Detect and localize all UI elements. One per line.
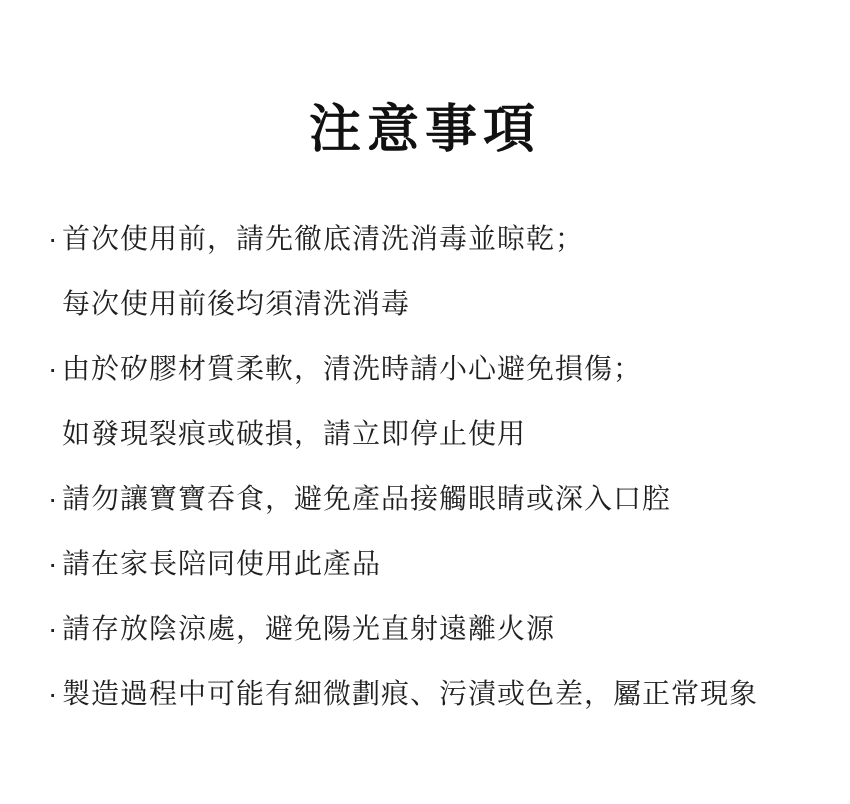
note-text: 請勿讓寶寶吞食，避免產品接觸眼睛或深入口腔: [62, 483, 672, 514]
note-text: 如發現裂痕或破損，請立即停止使用: [62, 418, 527, 449]
notes-list: [0, 206, 850, 726]
note-line: [48, 531, 810, 596]
note-line-continuation: [48, 401, 810, 466]
note-text: 製造過程中可能有細微劃痕、污漬或色差，屬正常現象: [62, 678, 759, 709]
bullet-dot: ·: [48, 483, 59, 514]
bullet-dot: ·: [48, 353, 59, 384]
note-line: [48, 466, 810, 531]
note-line-continuation: [48, 271, 810, 336]
note-line: [48, 336, 810, 401]
bullet-dot: ·: [48, 613, 59, 644]
page-title: 注意事項: [308, 101, 541, 159]
bullet-dot: ·: [48, 223, 59, 254]
note-text: 請存放陰涼處，避免陽光直射遠離火源: [62, 613, 556, 644]
note-line: [48, 206, 810, 271]
note-text: 由於矽膠材質柔軟，清洗時請小心避免損傷；: [62, 353, 643, 384]
note-line: [48, 596, 810, 661]
note-text: 每次使用前後均須清洗消毒: [62, 288, 411, 319]
note-text: 首次使用前，請先徹底清洗消毒並晾乾；: [62, 223, 585, 254]
bullet-dot: ·: [48, 548, 59, 579]
note-text: 請在家長陪同使用此產品: [62, 548, 382, 579]
bullet-dot: ·: [48, 678, 59, 709]
note-line: [48, 661, 810, 726]
